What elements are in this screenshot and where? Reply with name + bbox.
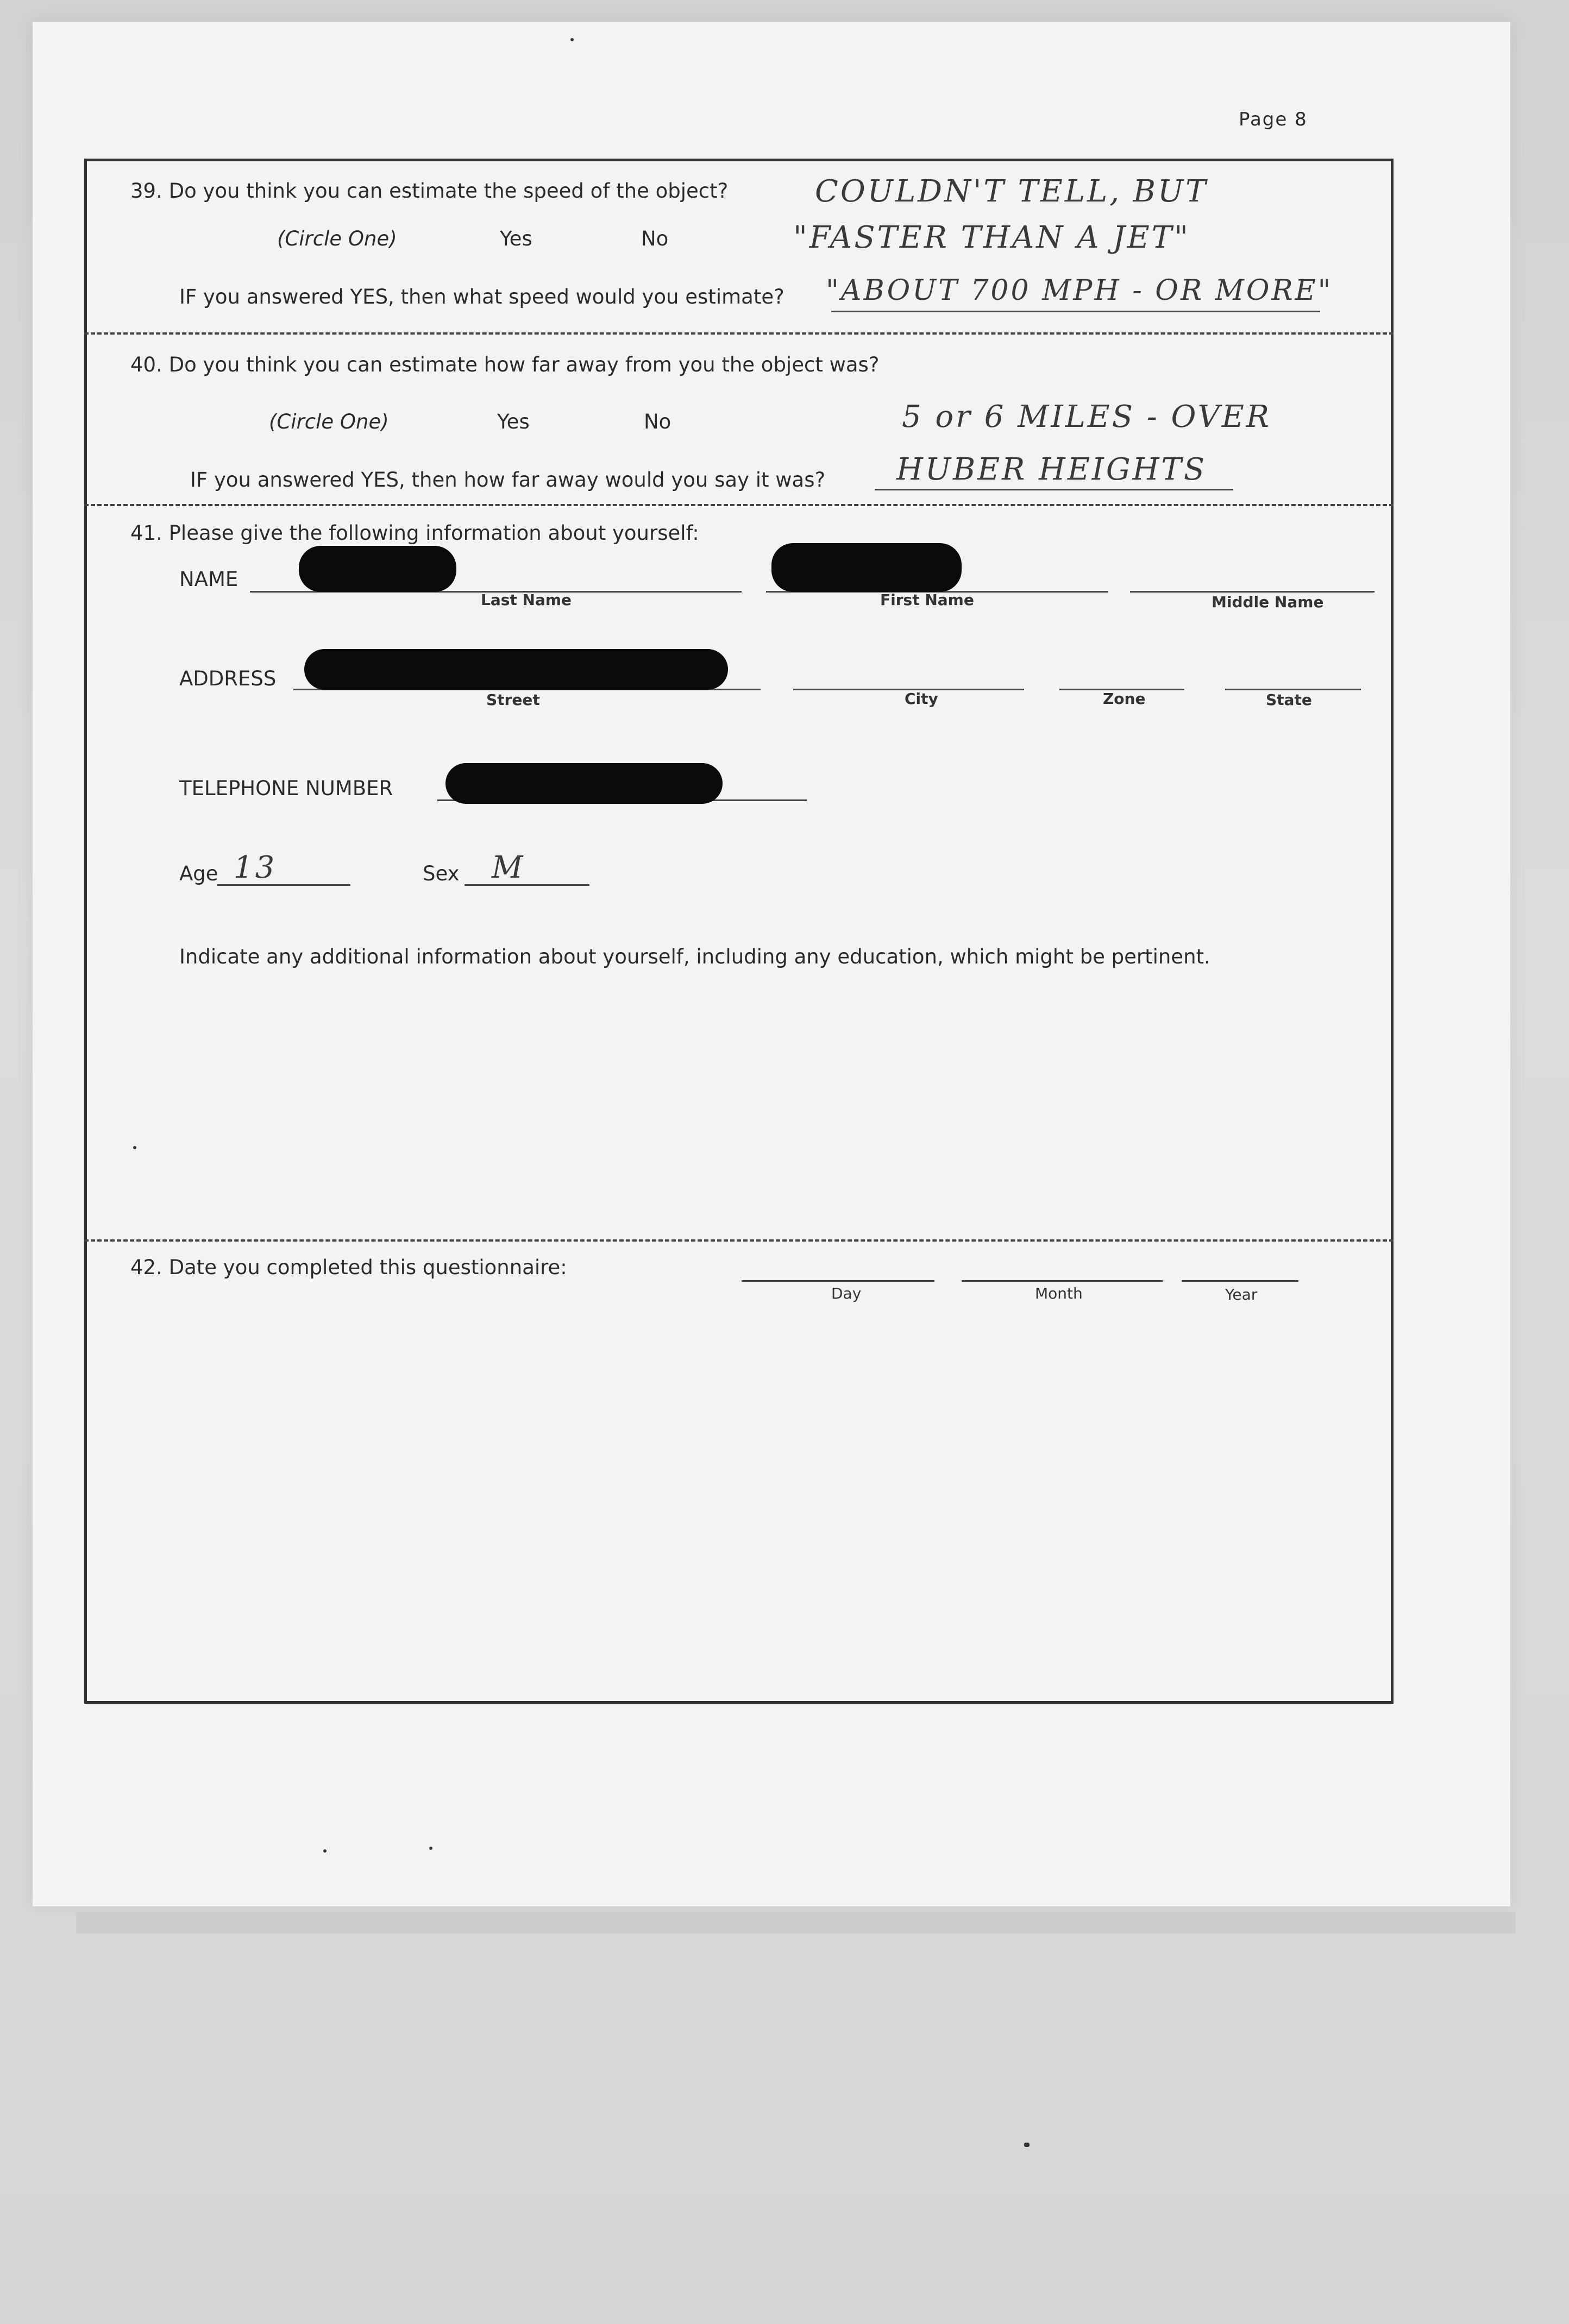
day-caption: Day	[831, 1284, 862, 1302]
year-caption: Year	[1225, 1286, 1258, 1303]
state-line	[1225, 689, 1361, 690]
q39-handwritten-line2: "FASTER THAN A JET"	[793, 220, 1190, 255]
q40-followup: IF you answered YES, then how far away would you say it was?	[190, 468, 826, 492]
scan-speck	[133, 1146, 136, 1149]
name-label: NAME	[179, 568, 239, 591]
q39-circle-one: (Circle One)	[277, 227, 397, 250]
month-caption: Month	[1035, 1284, 1083, 1302]
q42-question: 42. Date you completed this questionnaire:	[130, 1256, 567, 1279]
section-divider-39-40	[84, 332, 1394, 335]
section-divider-41-42	[84, 1239, 1394, 1242]
q40-yes-option[interactable]: Yes	[497, 410, 530, 433]
sex-line	[465, 884, 589, 886]
age-value[interactable]: 13	[234, 850, 277, 885]
month-line	[962, 1280, 1163, 1282]
city-caption: City	[905, 690, 938, 708]
additional-info-prompt: Indicate any additional information about yourself, including any education, which might be pertinent.	[179, 945, 1210, 968]
q40-handwritten-line1: 5 or 6 MILES - OVER	[902, 399, 1271, 434]
sex-label: Sex	[423, 862, 460, 885]
middle-name-line	[1130, 591, 1375, 593]
street-redaction	[304, 649, 728, 690]
last-name-redaction	[299, 546, 456, 592]
street-caption: Street	[486, 691, 540, 709]
scan-speck	[323, 1849, 327, 1853]
age-label: Age	[179, 862, 218, 885]
q39-question: 39. Do you think you can estimate the speed of the object?	[130, 179, 729, 203]
scan-speck	[570, 38, 574, 41]
last-name-caption: Last Name	[481, 591, 572, 609]
year-line	[1182, 1280, 1298, 1282]
q40-answer-line	[875, 489, 1233, 490]
q39-handwritten-line1: COULDN'T TELL, BUT	[815, 174, 1208, 209]
telephone-label: TELEPHONE NUMBER	[179, 777, 393, 800]
section-divider-40-41	[84, 504, 1394, 506]
middle-name-caption: Middle Name	[1212, 593, 1324, 611]
day-line	[742, 1280, 934, 1282]
address-label: ADDRESS	[179, 667, 277, 690]
state-caption: State	[1266, 691, 1312, 709]
q40-question: 40. Do you think you can estimate how far away from you the object was?	[130, 353, 880, 376]
q40-no-option[interactable]: No	[644, 410, 671, 433]
scan-speck	[1024, 2143, 1030, 2147]
scan-speck	[429, 1847, 432, 1850]
q40-circle-one: (Circle One)	[269, 410, 389, 433]
paper-edge	[76, 1912, 1516, 1933]
q39-yes-option[interactable]: Yes	[500, 227, 532, 250]
q39-speed-answer[interactable]: "ABOUT 700 MPH - OR MORE"	[826, 274, 1333, 307]
sex-value[interactable]: M	[492, 850, 525, 885]
form-frame	[84, 159, 1394, 1704]
zone-caption: Zone	[1103, 690, 1146, 708]
q39-followup: IF you answered YES, then what speed would you estimate?	[179, 285, 784, 308]
first-name-caption: First Name	[880, 591, 974, 609]
q41-question: 41. Please give the following information about yourself:	[130, 521, 699, 545]
q40-distance-answer[interactable]: HUBER HEIGHTS	[896, 452, 1207, 487]
first-name-redaction	[771, 543, 962, 592]
telephone-redaction	[445, 763, 723, 804]
q39-no-option[interactable]: No	[641, 227, 669, 250]
q39-answer-line	[831, 311, 1320, 312]
page-number: Page 8	[1239, 109, 1308, 130]
